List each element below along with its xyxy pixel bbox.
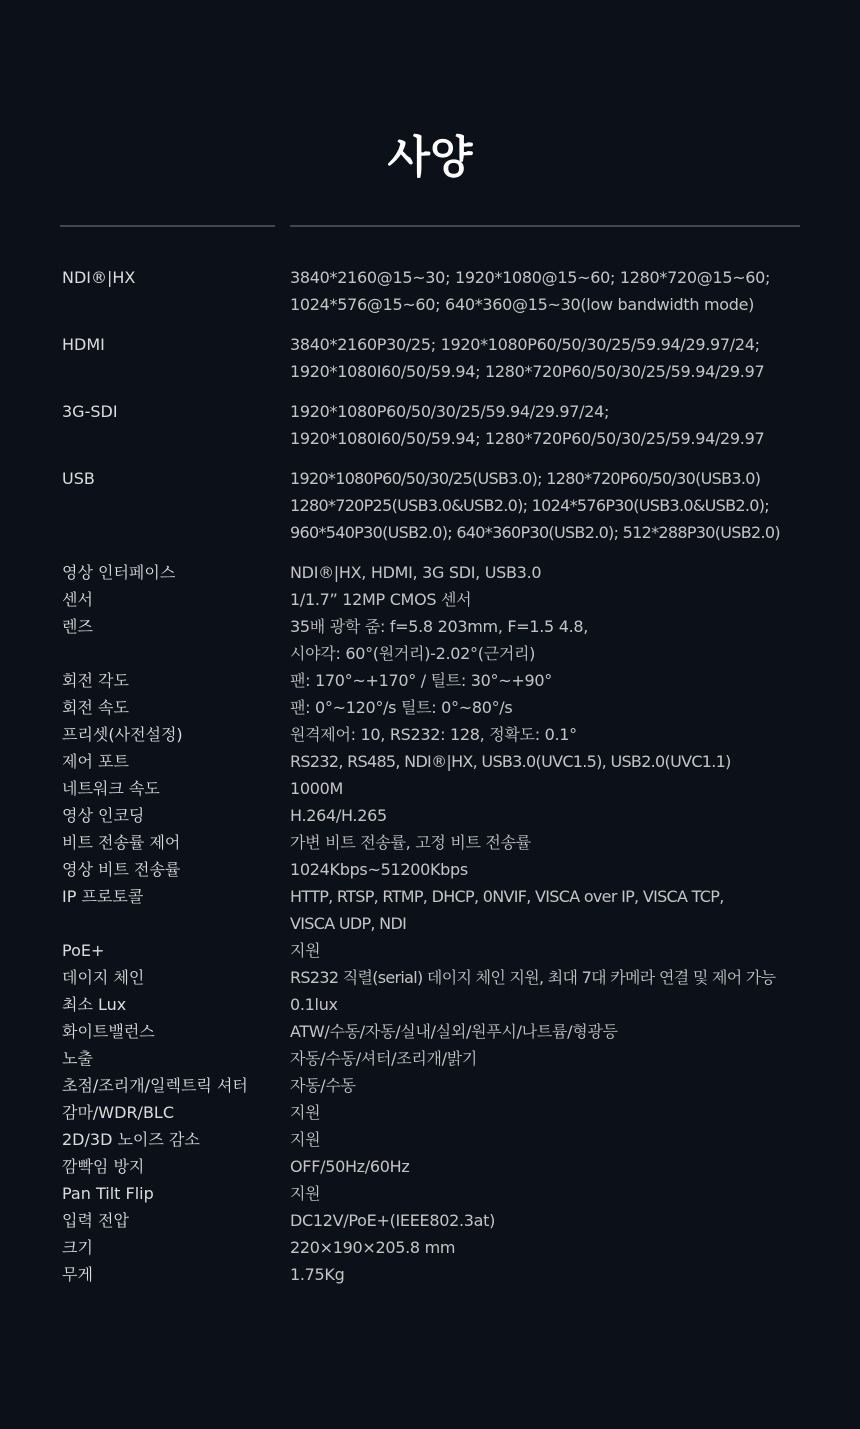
spec-value: 자동/수동 <box>290 1076 356 1095</box>
header-divider-right <box>290 225 800 227</box>
spec-label: 최소 Lux <box>62 995 127 1014</box>
spec-row-weight <box>0 1261 860 1288</box>
spec-label: 제어 포트 <box>62 752 129 771</box>
spec-value: 3840*2160@15~30; 1920*1080@15~60; 1280*720@15~60; 1024*576@15~60; 640*360@15~30(low bandwidth mode) <box>290 268 771 314</box>
spec-value: 팬: 170°~+170° / 틸트: 30°~+90° <box>290 671 552 690</box>
spec-label: 영상 비트 전송률 <box>62 860 181 879</box>
spec-row-rotation-speed <box>0 694 860 721</box>
spec-row-video-interface <box>0 559 860 586</box>
spec-row-lens <box>0 613 860 667</box>
spec-label: 네트워크 속도 <box>62 779 160 798</box>
spec-value: 1920*1080P60/50/30/25(USB3.0); 1280*720P60/50/30(USB3.0) 1280*720P25(USB3.0&USB2.0); 1024*576P30(USB3.0&USB2.0); 960*540P30(USB2.0); 640*360P30(USB2.0); 512*288P30(USB2.0) <box>290 469 780 542</box>
spec-label: Pan Tilt Flip <box>62 1184 154 1203</box>
spec-row-input-voltage <box>0 1207 860 1234</box>
spec-label: 영상 인터페이스 <box>62 563 176 582</box>
spec-row-bitrate-control <box>0 829 860 856</box>
spec-label: IP 프로토콜 <box>62 887 144 906</box>
spec-row-daisy-chain <box>0 964 860 991</box>
spec-row-rotation-angle <box>0 667 860 694</box>
spec-table <box>0 264 860 1288</box>
spec-row-video-encoding <box>0 802 860 829</box>
spec-value: 1.75Kg <box>290 1265 345 1284</box>
spec-label: 노출 <box>62 1049 93 1068</box>
spec-value: ATW/수동/자동/실내/실외/원푸시/나트륨/형광등 <box>290 1022 618 1041</box>
spec-value: HTTP, RTSP, RTMP, DHCP, 0NVIF, VISCA over IP, VISCA TCP, VISCA UDP, NDI <box>290 887 724 933</box>
spec-label: 데이지 체인 <box>62 968 145 987</box>
spec-label: 무게 <box>62 1265 93 1284</box>
spec-value: 1024Kbps~51200Kbps <box>290 860 468 879</box>
spec-label: 비트 전송률 제어 <box>62 833 181 852</box>
spec-label: USB <box>62 469 95 488</box>
spec-row-ndi <box>0 264 860 318</box>
spec-value: 220×190×205.8 mm <box>290 1238 456 1257</box>
spec-label: 프리셋(사전설정) <box>62 725 183 744</box>
spec-label: 회전 각도 <box>62 671 129 690</box>
spec-label: 회전 속도 <box>62 698 129 717</box>
spec-value: 지원 <box>290 1103 321 1122</box>
spec-row-poe <box>0 937 860 964</box>
spec-label: 영상 인코딩 <box>62 806 145 825</box>
page-title: 사양 <box>387 132 473 183</box>
spec-row-gamma-wdr-blc <box>0 1099 860 1126</box>
spec-row-size <box>0 1234 860 1261</box>
spec-row-anti-flicker <box>0 1153 860 1180</box>
spec-value: H.264/H.265 <box>290 806 387 825</box>
spec-value: 1/1.7” 12MP CMOS 센서 <box>290 590 472 609</box>
spec-label: 3G-SDI <box>62 402 118 421</box>
spec-row-white-balance <box>0 1018 860 1045</box>
spec-row-ip-protocol <box>0 883 860 937</box>
spec-value: 팬: 0°~120°/s 틸트: 0°~80°/s <box>290 698 513 717</box>
spec-value: 지원 <box>290 941 321 960</box>
spec-label: 렌즈 <box>62 617 93 636</box>
spec-label: 센서 <box>62 590 93 609</box>
spec-label: 2D/3D 노이즈 감소 <box>62 1130 200 1149</box>
spec-label: 화이트밸런스 <box>62 1022 155 1041</box>
header-divider-left <box>60 225 275 227</box>
spec-row-hdmi <box>0 331 860 385</box>
spec-value: OFF/50Hz/60Hz <box>290 1157 410 1176</box>
spec-label: 크기 <box>62 1238 93 1257</box>
spec-label: 입력 전압 <box>62 1211 129 1230</box>
spec-value: RS232, RS485, NDI®|HX, USB3.0(UVC1.5), USB2.0(UVC1.1) <box>290 752 731 771</box>
spec-row-control-port <box>0 748 860 775</box>
spec-label: 깜빡임 방지 <box>62 1157 145 1176</box>
spec-value: 지원 <box>290 1184 321 1203</box>
spec-row-min-lux <box>0 991 860 1018</box>
spec-value: 0.1lux <box>290 995 338 1014</box>
spec-value: 지원 <box>290 1130 321 1149</box>
spec-row-network-speed <box>0 775 860 802</box>
spec-value: RS232 직렬(serial) 데이지 체인 지원, 최대 7대 카메라 연결 및 제어 가능 <box>290 968 776 987</box>
spec-label: 감마/WDR/BLC <box>62 1103 175 1122</box>
spec-value: 자동/수동/셔터/조리개/밝기 <box>290 1049 478 1068</box>
spec-row-exposure <box>0 1045 860 1072</box>
spec-label: 초점/조리개/일렉트릭 셔터 <box>62 1076 248 1095</box>
spec-row-focus-iris-shutter <box>0 1072 860 1099</box>
spec-row-3g-sdi <box>0 398 860 452</box>
spec-row-preset <box>0 721 860 748</box>
spec-value: DC12V/PoE+(IEEE802.3at) <box>290 1211 496 1230</box>
spec-row-pan-tilt-flip <box>0 1180 860 1207</box>
spec-row-sensor <box>0 586 860 613</box>
spec-value: 원격제어: 10, RS232: 128, 정확도: 0.1° <box>290 725 577 744</box>
spec-value: 1000M <box>290 779 344 798</box>
spec-value: 3840*2160P30/25; 1920*1080P60/50/30/25/59.94/29.97/24; 1920*1080I60/50/59.94; 1280*720P60/50/30/25/59.94/29.97 <box>290 335 765 381</box>
spec-label: PoE+ <box>62 941 105 960</box>
spec-value: NDI®|HX, HDMI, 3G SDI, USB3.0 <box>290 563 542 582</box>
spec-label: NDI®|HX <box>62 268 136 287</box>
spec-label: HDMI <box>62 335 105 354</box>
spec-value: 35배 광학 줌: f=5.8 203mm, F=1.5 4.8, 시야각: 60°(원거리)-2.02°(근거리) <box>290 617 589 663</box>
spec-row-noise-reduction <box>0 1126 860 1153</box>
spec-value: 가변 비트 전송률, 고정 비트 전송률 <box>290 833 531 852</box>
spec-row-usb <box>0 465 860 546</box>
spec-row-video-bitrate <box>0 856 860 883</box>
spec-value: 1920*1080P60/50/30/25/59.94/29.97/24; 1920*1080I60/50/59.94; 1280*720P60/50/30/25/59.94/29.97 <box>290 402 765 448</box>
